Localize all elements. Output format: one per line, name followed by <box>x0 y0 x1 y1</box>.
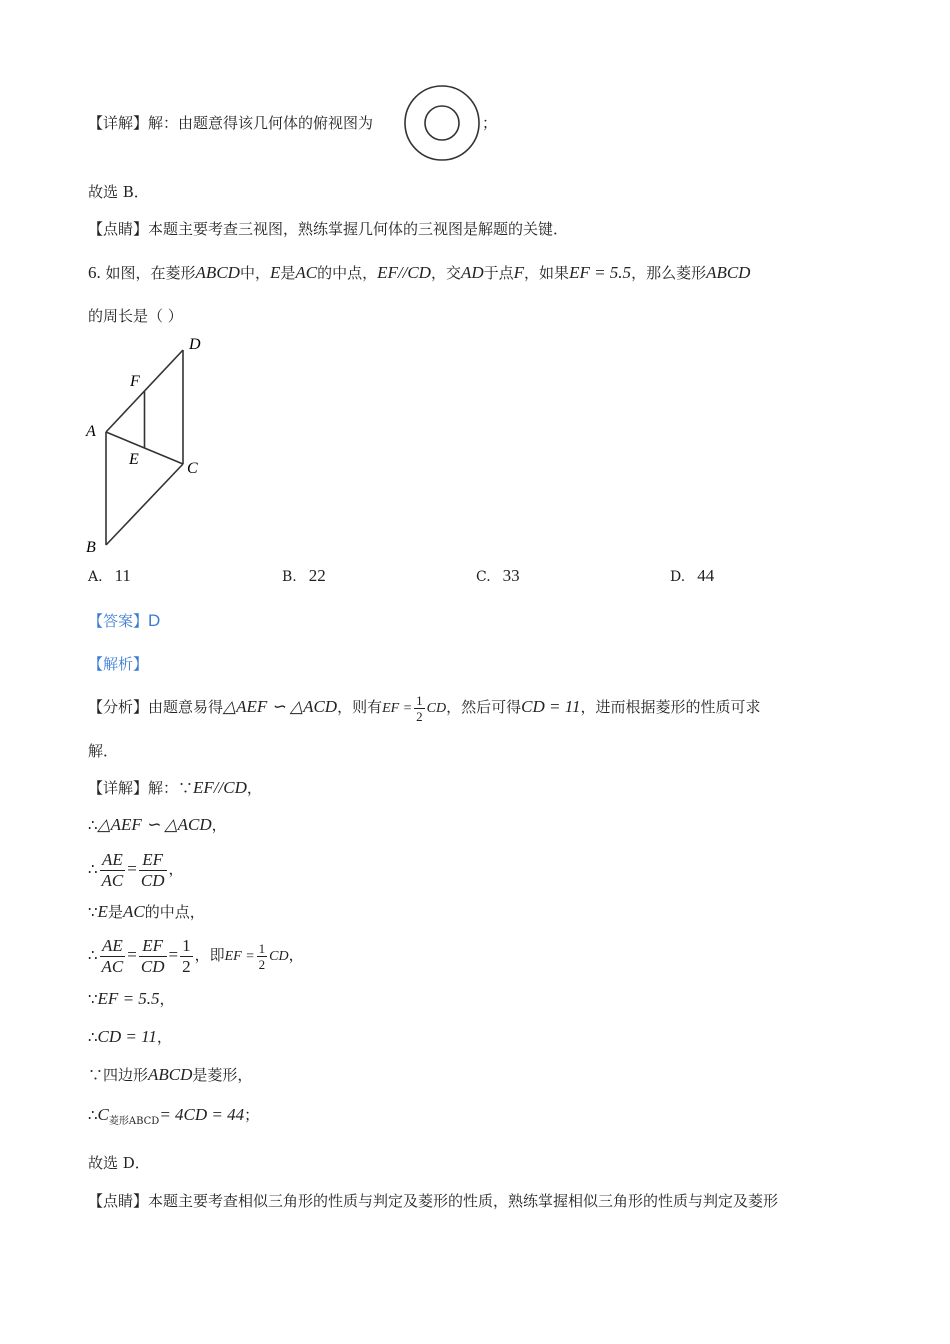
question-line-1 <box>88 262 750 284</box>
sol-s4-ac: AC <box>122 902 145 921</box>
prev-conclusion: 故选 B． <box>88 183 149 201</box>
question-line-2: 的周长是（ ） <box>88 307 183 325</box>
frac2-cd: CD <box>140 956 165 976</box>
sol-s7-comma: ， <box>156 1028 172 1046</box>
sol-s5-pre: ∴ <box>88 946 98 964</box>
q-t4: 的中点， <box>317 264 378 282</box>
sol-s5-mid: ，即 <box>194 946 225 964</box>
frac-ae-ac <box>100 850 126 891</box>
sol-s1-pre: 解：∵ <box>148 779 194 797</box>
analysis-line-1 <box>88 686 760 730</box>
frac2-ef-cd <box>139 936 167 977</box>
frac-ac: AC <box>101 870 124 890</box>
sol-s8-abcd: ABCD <box>148 1065 193 1084</box>
sol-s9-end: ； <box>244 1106 260 1124</box>
sol-s8-pre: ∵四边形 <box>88 1066 149 1084</box>
frac2-ae-ac <box>100 936 126 977</box>
label-D: D <box>189 336 201 353</box>
sol-s4-pre: ∵ <box>88 903 98 921</box>
sol-s1-comma: ， <box>246 779 262 797</box>
sol-s5-eq2: = <box>168 945 179 964</box>
sol-line-1 <box>88 777 262 799</box>
label-F: F <box>130 373 140 390</box>
sol-s9-pre: ∴ <box>88 1106 98 1124</box>
sol-comment-text: 本题主要考查相似三角形的性质与判定及菱形的性质，熟练掌握相似三角形的性质与判定及菱形 <box>148 1192 779 1210</box>
sol-s2-comma: ， <box>211 816 227 834</box>
q-ad: AD <box>460 263 484 282</box>
label-B: B <box>86 539 96 556</box>
q-t1: 如图，在菱形 <box>105 264 196 282</box>
sol-line-6 <box>88 988 175 1010</box>
option-c-value: 33 <box>502 566 520 585</box>
sol-s9-rest: = 4CD = 44 <box>159 1105 245 1124</box>
sol-s2-pre: ∴ <box>88 816 98 834</box>
sol-comment <box>88 1190 778 1212</box>
sol-comment-label: 【点睛】 <box>88 1192 149 1210</box>
question-number: 6. <box>88 263 101 282</box>
option-d[interactable] <box>670 566 714 586</box>
option-b-letter: B. <box>282 569 297 585</box>
option-b[interactable] <box>282 566 326 586</box>
sol-s2: △AEF ∽ △ACD <box>97 815 212 834</box>
q-t3: 是 <box>280 264 296 282</box>
frac2-ae: AE <box>100 936 126 957</box>
sol-s9-sub: 菱形ABCD <box>108 1116 160 1127</box>
an-t4: ，进而根据菱形的性质可求 <box>580 698 761 716</box>
outer-circle <box>405 86 479 160</box>
an-t2: ，则有 <box>337 698 383 716</box>
sol-final: 故选 D． <box>88 1154 150 1172</box>
an-sim: △AEF ∽ △ACD <box>223 697 338 716</box>
inner-circle <box>425 106 459 140</box>
sol-s6: EF = 5.5 <box>97 989 160 1008</box>
sol-line-4 <box>88 901 205 923</box>
answer-label: 【答案】 <box>88 612 149 630</box>
rhombus-figure <box>80 332 220 560</box>
q-e: E <box>269 263 281 282</box>
option-a-value: 11 <box>114 566 131 585</box>
sol-line-5 <box>88 932 304 980</box>
sol-line-3 <box>88 846 184 892</box>
sol-line-8 <box>88 1064 252 1086</box>
sol-s3-comma: ， <box>168 860 184 878</box>
frac-ef-cd <box>139 850 167 891</box>
an-half <box>414 693 425 724</box>
q-ef-cd: EF//CD <box>377 263 431 282</box>
label-C: C <box>187 460 198 477</box>
option-a[interactable] <box>88 566 131 586</box>
sol-s6-pre: ∵ <box>88 990 98 1008</box>
frac2-two: 2 <box>182 956 191 976</box>
frac2-ef: EF <box>139 936 167 957</box>
option-d-letter: D. <box>670 569 686 585</box>
answer-line <box>88 610 160 632</box>
q-t8: ，那么菱形 <box>631 264 707 282</box>
q-t6: 于点 <box>483 264 514 282</box>
label-A: A <box>86 423 96 440</box>
prev-detail-line <box>88 112 373 134</box>
frac2-one: 1 <box>182 935 191 955</box>
q-t2: 中， <box>239 264 270 282</box>
sol-s8-t: 是菱形， <box>192 1066 253 1084</box>
q-abcd-2: ABCD <box>706 263 751 282</box>
an-ef-eq: EF = <box>382 701 413 716</box>
q-t7: ，如果 <box>524 264 570 282</box>
option-a-letter: A. <box>88 569 103 585</box>
sol-s4-e: E <box>97 902 108 921</box>
sol-s5-cd: CD <box>269 949 289 964</box>
sol-s1: EF//CD <box>193 778 247 797</box>
prev-comment-label: 【点睛】 <box>88 220 149 238</box>
sol-s9-c: C <box>97 1105 109 1124</box>
sol-line-7 <box>88 1026 172 1048</box>
sol-s3-eq: = <box>127 859 137 878</box>
sol-s5-eq1: = <box>127 945 137 964</box>
frac-cd: CD <box>140 870 165 890</box>
prev-detail-label: 【详解】 <box>88 114 149 132</box>
frac3-one: 1 <box>258 940 266 956</box>
sol-s7-pre: ∴ <box>88 1028 98 1046</box>
sol-s7: CD = 11 <box>97 1027 157 1046</box>
an-half-num: 1 <box>416 692 423 708</box>
sol-s5-ef: EF = <box>224 949 255 964</box>
side-BC <box>106 464 183 545</box>
frac3-half <box>257 941 268 972</box>
an-t1: 由题意易得 <box>148 698 224 716</box>
sol-s5-comma: ， <box>288 946 304 964</box>
sol-s4-t: 是 <box>107 903 123 921</box>
sol-line-2 <box>88 814 227 836</box>
an-t3: ，然后可得 <box>446 698 522 716</box>
q-t5: ，交 <box>430 264 461 282</box>
an-cd: CD <box>426 701 447 716</box>
q-abcd: ABCD <box>195 263 240 282</box>
q-f: F <box>513 263 525 282</box>
prev-comment <box>88 218 568 240</box>
label-E: E <box>129 451 139 468</box>
q-ef-val: EF = 5.5 <box>569 263 632 282</box>
frac-ef: EF <box>139 850 167 871</box>
prev-semicolon: ； <box>482 114 498 132</box>
sol-s3-pre: ∴ <box>88 860 98 878</box>
prev-detail-text: 解：由题意得该几何体的俯视图为 <box>148 114 374 132</box>
option-c-letter: C. <box>476 569 491 585</box>
analysis-header: 【解析】 <box>88 655 149 673</box>
option-c[interactable] <box>476 566 520 586</box>
analysis-label: 【分析】 <box>88 698 149 716</box>
prev-comment-text: 本题主要考查三视图，熟练掌握几何体的三视图是解题的关键． <box>148 220 569 238</box>
top-view-figure <box>402 84 482 162</box>
frac2-half <box>180 936 193 977</box>
answer-value: D <box>148 611 161 630</box>
sol-s6-comma: ， <box>159 990 175 1008</box>
analysis-line-2: 解． <box>88 742 119 760</box>
option-d-value: 44 <box>697 566 715 585</box>
frac2-ac: AC <box>101 956 124 976</box>
option-b-value: 22 <box>308 566 326 585</box>
sol-s4-t2: 的中点， <box>144 903 205 921</box>
an-cd11: CD = 11 <box>521 697 581 716</box>
sol-label: 【详解】 <box>88 779 149 797</box>
frac3-two: 2 <box>258 956 266 972</box>
frac-ae: AE <box>100 850 126 871</box>
sol-line-9 <box>88 1104 259 1133</box>
an-half-den: 2 <box>416 708 423 724</box>
q-ac: AC <box>295 263 318 282</box>
